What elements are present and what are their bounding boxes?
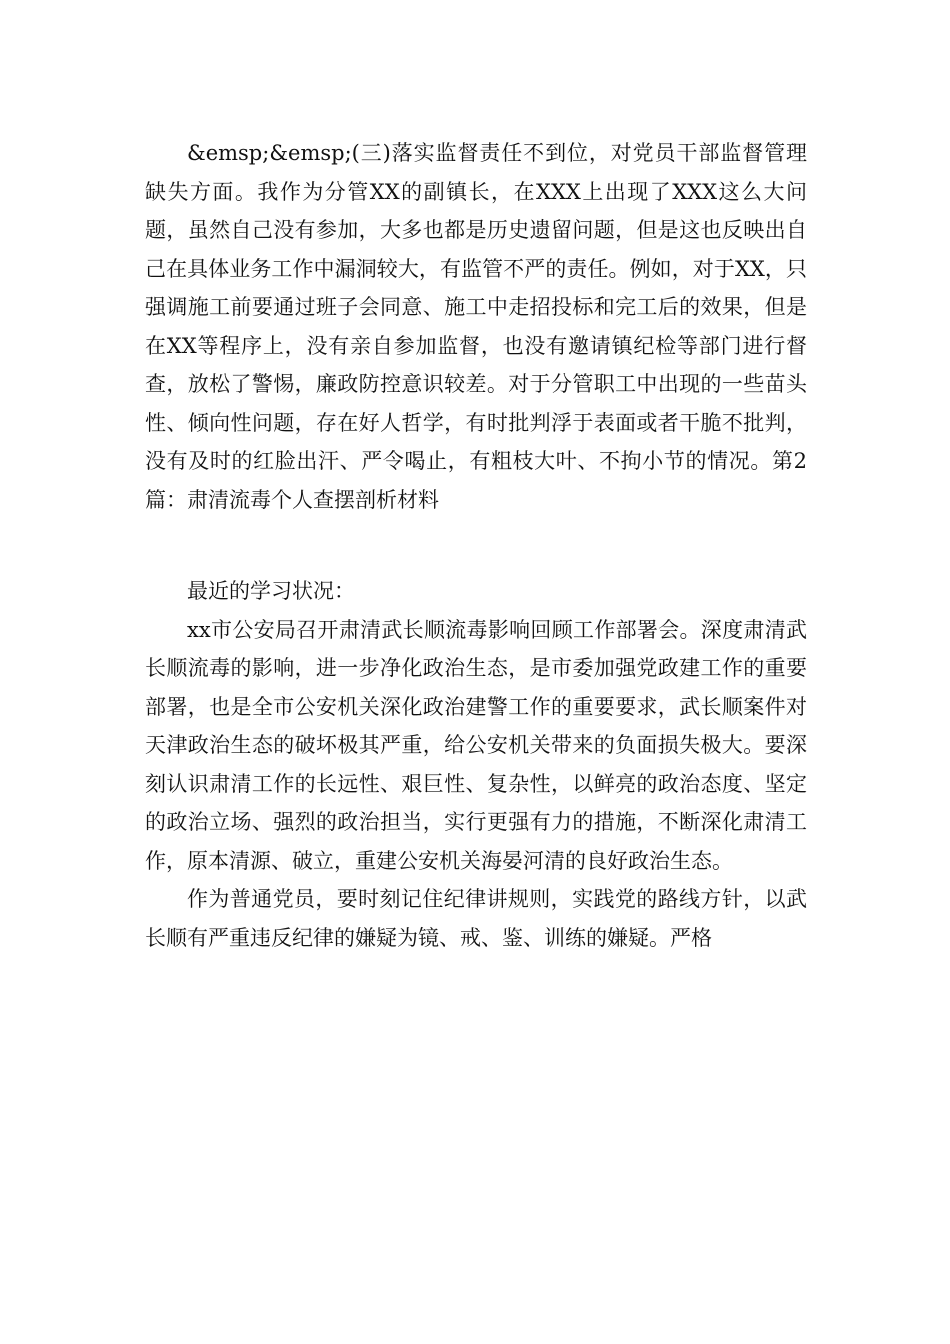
document-body — [145, 134, 807, 957]
paragraph-supervision-responsibility: &emsp;&emsp;(三)落实监督责任不到位，对党员干部监督管理缺失方面。我作为分管XX的副镇长，在XXX上出现了XXX这么大问题，虽然自己没有参加，大多也都是历史遗留问题，但是这也反映出自己在具体业务工作中漏洞较大，有监管不严的责任。例如，对于XX，只强调施工前要通过班子会同意、施工中走招投标和完工后的效果，但是在XX等程序上，没有亲自参加监督，也没有邀请镇纪检等部门进行督查，放松了警惕，廉政防控意识较差。对于分管职工中出现的一些苗头性、倾向性问题，存在好人哲学，有时批判浮于表面或者干脆不批判，没有及时的红脸出汗、严令喝止，有粗枝大叶、不拘小节的情况。第2篇：肃清流毒个人查摆剖析材料 — [145, 141, 807, 512]
paragraph-party-member-reflection: 作为普通党员，要时刻记住纪律讲规则，实践党的路线方针，以武长顺有严重违反纪律的嫌疑为镜、戒、鉴、训练的嫌疑。严格 — [145, 887, 807, 950]
paragraph-study-status-heading: 最近的学习状况： — [187, 579, 355, 603]
paragraph-spacer — [145, 519, 807, 572]
paragraph-meeting-summary: xx市公安局召开肃清武长顺流毒影响回顾工作部署会。深度肃清武长顺流毒的影响，进一步净化政治生态，是市委加强党政建工作的重要部署，也是全市公安机关深化政治建警工作的重要要求，武长顺案件对天津政治生态的破坏极其严重，给公安机关带来的负面损失极大。要深刻认识肃清工作的长远性、艰巨性、复杂性，以鲜亮的政治态度、坚定的政治立场、强烈的政治担当，实行更强有力的措施，不断深化肃清工作，原本清源、破立，重建公安机关海晏河清的良好政治生态。 — [145, 617, 807, 873]
